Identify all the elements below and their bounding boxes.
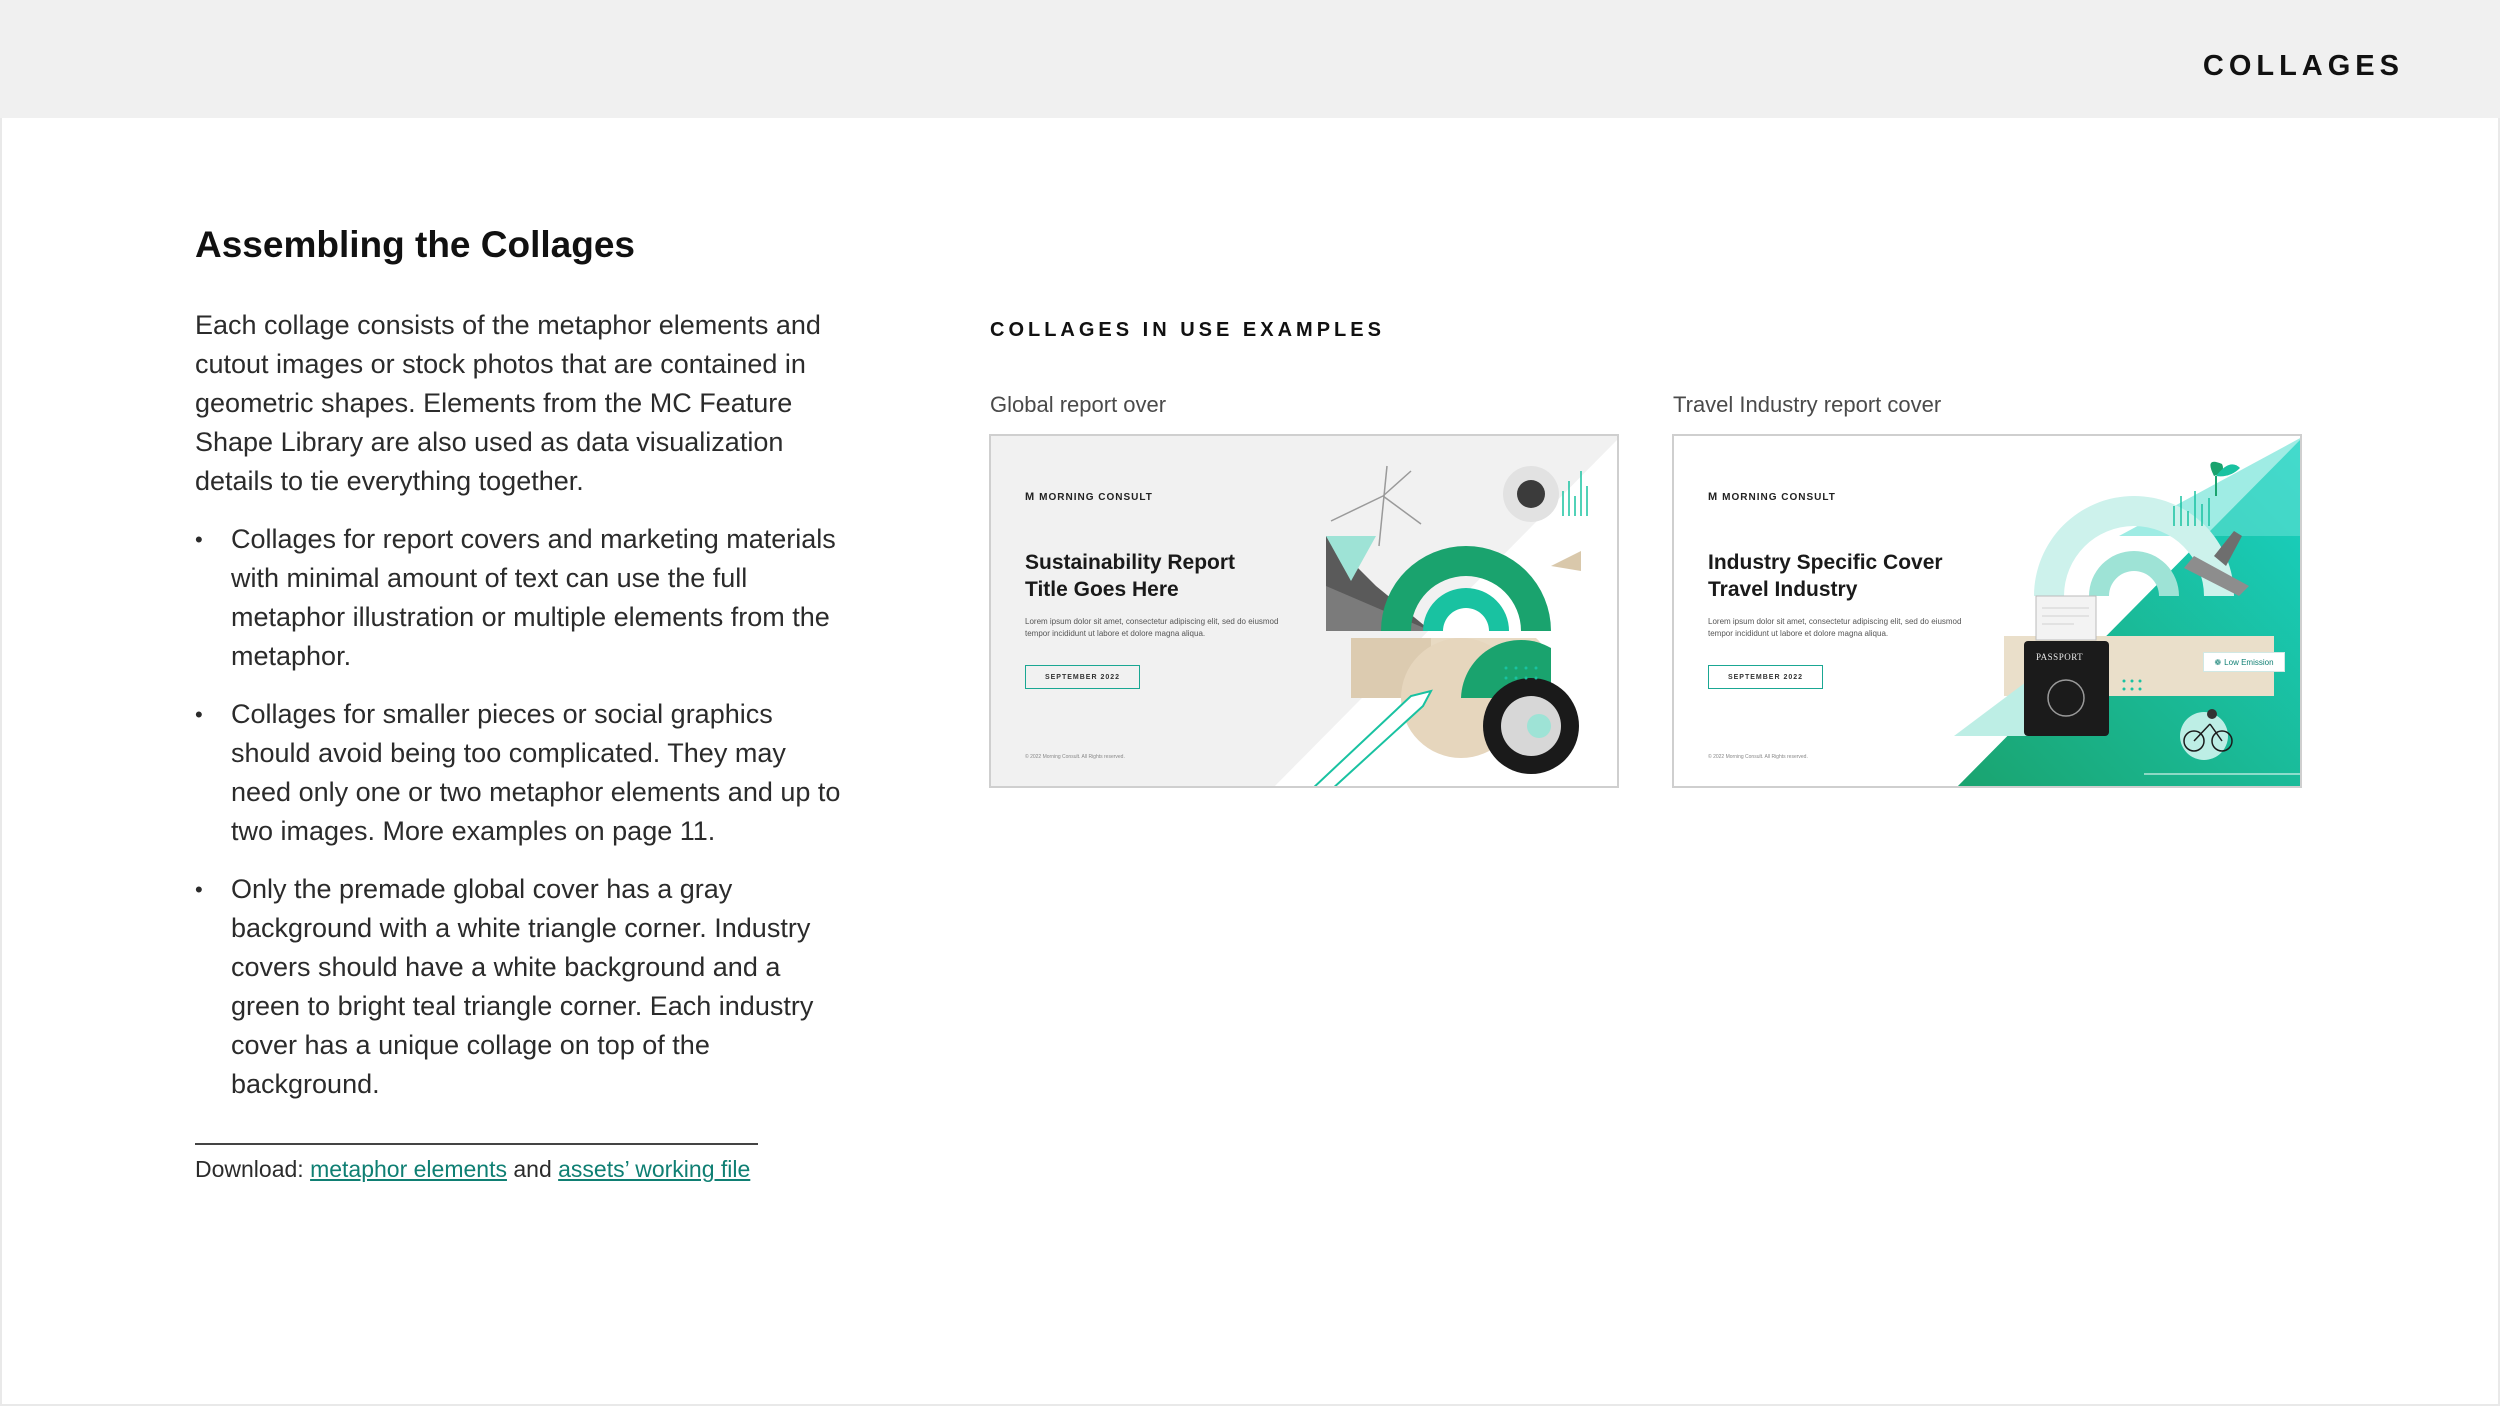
global-cover-collage [991,436,1619,788]
intro-paragraph: Each collage consists of the metaphor elements and cutout images or stock photos that are contained in geometric shapes. Elements from the MC Feature Shape Library are also used as data visualization details to tie everything together. [195,310,821,496]
cover-title [1708,549,1978,603]
examples-label: COLLAGES IN USE EXAMPLES [990,319,1385,341]
brand-name: MORNING CONSULT [1722,491,1836,503]
download-divider [195,1143,758,1145]
cover-title-line-2: Travel Industry [1708,578,1858,601]
list-item-text: Collages for smaller pieces or social graphics should avoid being too complicated. They may need only one or two metaphor elements and up to two images. More examples on page 11. [231,699,841,846]
leaf-icon: ❁ [2214,657,2222,667]
cover-title [1025,549,1295,603]
list-item [195,695,845,851]
page-frame-left [0,118,2,1406]
cover-copyright: © 2022 Morning Consult. All Rights reserved. [1708,754,1808,760]
brand-name: MORNING CONSULT [1039,491,1153,503]
list-item-text: Only the premade global cover has a gray background with a white triangle corner. Industry covers should have a white background and a green to bright teal triangle corner. Each industry cover has a unique collage on top of the background. [231,874,814,1099]
travel-cover-caption: Travel Industry report cover [1673,392,1942,417]
cover-title-line-1: Sustainability Report [1025,551,1236,574]
list-item-text: Collages for report covers and marketing materials with minimal amount of text can use the full metaphor illustration or multiple elements from the metaphor. [231,524,836,671]
download-line [195,1156,750,1183]
cover-date-box: SEPTEMBER 2022 [1025,665,1140,689]
badge-label: Low Emission [2224,657,2274,667]
bullet-glyph: • [195,702,203,727]
travel-report-cover [1672,434,2302,788]
brand-logo [1025,491,1153,503]
brand-mark-icon: M [1025,491,1036,503]
download-joiner: and [513,1156,552,1182]
cover-body-text: Lorem ipsum dolor sit amet, consectetur adipiscing elit, sed do eiusmod tempor incididunt ut labore et dolore magna aliqua. [1708,617,1962,638]
global-report-cover [989,434,1619,788]
cover-title-line-1: Industry Specific Cover [1708,551,1943,574]
cover-copyright: © 2022 Morning Consult. All Rights reserved. [1025,754,1125,760]
cover-body-text: Lorem ipsum dolor sit amet, consectetur adipiscing elit, sed do eiusmod tempor incididunt ut labore et dolore magna aliqua. [1025,617,1279,638]
cover-date-box: SEPTEMBER 2022 [1708,665,1823,689]
page-heading: Assembling the Collages [195,224,635,265]
metaphor-elements-link[interactable]: metaphor elements [310,1156,507,1182]
brand-logo [1708,491,1836,503]
assets-working-file-link[interactable]: assets’ working file [558,1156,751,1182]
travel-cover-collage [1674,436,2302,788]
passport-label: PASSPORT [2036,652,2084,662]
section-title: COLLAGES [2202,50,2404,82]
guideline-list [195,520,845,1123]
list-item [195,520,845,676]
bullet-glyph: • [195,527,203,552]
download-prefix: Download: [195,1156,304,1182]
bullet-glyph: • [195,877,203,902]
list-item [195,870,845,1104]
global-cover-caption: Global report over [990,392,1167,417]
brand-mark-icon: M [1708,491,1719,503]
top-bar [0,0,2500,118]
low-emission-badge [2203,652,2285,672]
cover-title-line-2: Title Goes Here [1025,578,1179,601]
